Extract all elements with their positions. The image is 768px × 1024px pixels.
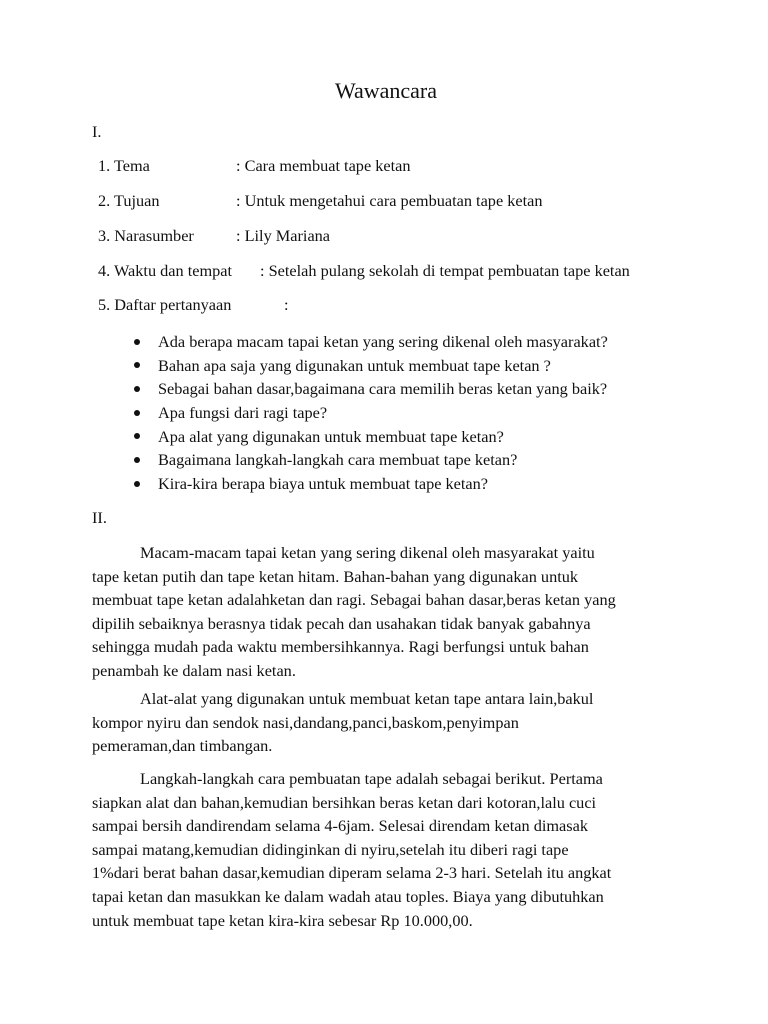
field-label: 4. Waktu dan tempat — [98, 261, 233, 280]
bullet-icon — [134, 362, 140, 368]
text-line: tape ketan putih dan tape ketan hitam. Bahan-bahan yang digunakan untuk — [92, 566, 579, 586]
paragraph-2 — [92, 687, 682, 758]
field-value: : Lily Mariana — [236, 226, 331, 245]
text-line: Macam-macam tapai ketan yang sering dikenal oleh masyarakat yaitu — [140, 543, 595, 562]
text-line: dipilih sebaiknya berasnya tidak pecah dan usahakan tidak banyak gabahnya — [92, 613, 591, 633]
document-title: Wawancara — [334, 78, 438, 103]
text-line: 1%dari berat bahan dasar,kemudian diperam selama 2-3 hari. Setelah itu angkat — [92, 863, 612, 883]
bullet-icon — [134, 410, 140, 416]
field-waktu-tempat — [98, 261, 232, 281]
paragraph-3 — [92, 767, 682, 932]
text-line: tapai ketan dan masukkan ke dalam wadah atau toples. Biaya yang dibutuhkan — [92, 886, 604, 906]
field-label: 5. Daftar pertanyaan — [98, 295, 232, 314]
field-label: 1. Tema — [98, 156, 150, 175]
text-line: pemeraman,dan timbangan. — [92, 736, 273, 756]
text-line: sampai matang,kemudian didinginkan di nyiru,setelah itu diberi ragi tape — [92, 839, 569, 859]
field-value: : — [284, 295, 289, 314]
list-item: Apa alat yang digunakan untuk membuat tape ketan? — [134, 425, 608, 449]
field-value: : Cara membuat tape ketan — [236, 156, 411, 175]
text-line: membuat tape ketan adalahketan dan ragi. Sebagai bahan dasar,beras ketan yang — [92, 590, 616, 610]
section-1-heading: I. — [92, 122, 102, 141]
bullet-icon — [134, 481, 140, 487]
list-item: Bahan apa saja yang digunakan untuk membuat tape ketan ? — [134, 354, 608, 378]
list-item: Kira-kira berapa biaya untuk membuat tape ketan? — [134, 472, 608, 496]
paragraph-1 — [92, 541, 682, 683]
field-tujuan — [98, 191, 160, 211]
bullet-icon — [134, 386, 140, 392]
bullet-icon — [134, 433, 140, 439]
field-daftar-pertanyaan — [98, 295, 231, 315]
text-line: untuk membuat tape ketan kira-kira sebesar Rp 10.000,00. — [92, 910, 473, 930]
bullet-icon — [134, 339, 140, 345]
question-list — [134, 330, 608, 496]
list-item: Bagaimana langkah-langkah cara membuat tape ketan? — [134, 448, 608, 472]
text-line: penambah ke dalam nasi ketan. — [92, 660, 296, 680]
text-line: sehingga mudah pada waktu membersihkannya. Ragi berfungsi untuk bahan — [92, 637, 589, 657]
list-item: Sebagai bahan dasar,bagaimana cara memilih beras ketan yang baik? — [134, 377, 608, 401]
field-tema — [98, 156, 150, 176]
text-line: siapkan alat dan bahan,kemudian bersihkan beras ketan dari kotoran,lalu cuci — [92, 792, 597, 812]
field-value: : Setelah pulang sekolah di tempat pembuatan tape ketan — [260, 261, 630, 280]
list-item: Apa fungsi dari ragi tape? — [134, 401, 608, 425]
bullet-icon — [134, 457, 140, 463]
field-value: : Untuk mengetahui cara pembuatan tape ketan — [236, 191, 543, 210]
list-item: Ada berapa macam tapai ketan yang sering dikenal oleh masyarakat? — [134, 330, 608, 354]
field-narasumber — [98, 226, 194, 246]
field-label: 2. Tujuan — [98, 191, 160, 210]
text-line: sampai bersih dandirendam selama 4-6jam. Selesai direndam ketan dimasak — [92, 816, 588, 836]
section-2-heading: II. — [92, 508, 107, 527]
text-line: kompor nyiru dan sendok nasi,dandang,panci,baskom,penyimpan — [92, 712, 519, 732]
text-line: Langkah-langkah cara pembuatan tape adalah sebagai berikut. Pertama — [140, 769, 603, 788]
field-label: 3. Narasumber — [98, 226, 194, 245]
text-line: Alat-alat yang digunakan untuk membuat ketan tape antara lain,bakul — [140, 689, 594, 708]
